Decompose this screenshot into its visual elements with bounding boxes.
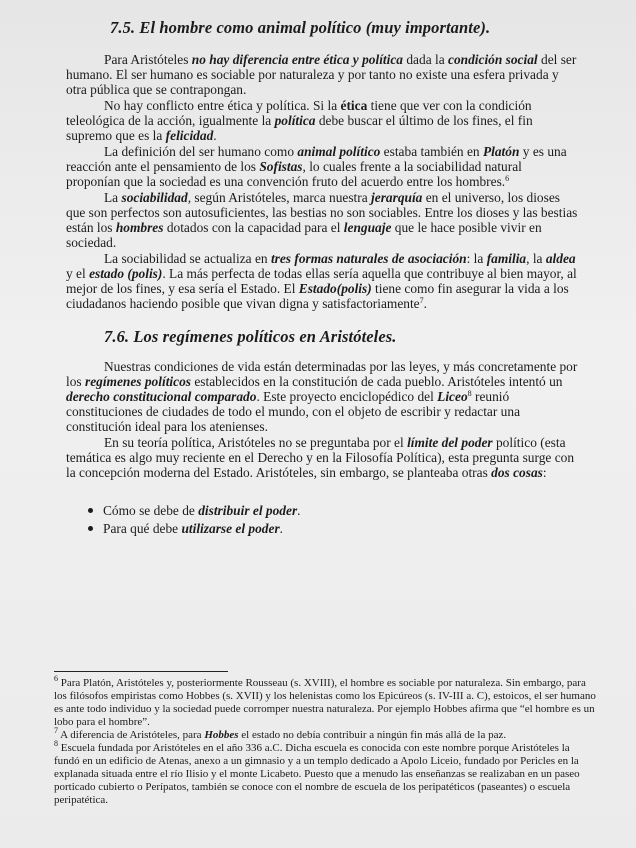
paragraph-etica-politica: Para Aristóteles no hay diferencia entre ética y política dada la condición social del ser humano. El ser humano es sociable por naturaleza y por tanto no existe una esfera privada y otra pública que se contrapongan.	[66, 52, 577, 97]
paragraph-teoria-politica: En su teoría política, Aristóteles no se preguntaba por el límite del poder político (esta temática es algo muy reciente en el Derecho y en la Filosofía Política), esta pregunta surge con la concepción moderna del Estado. Aristóteles, sin embargo, se planteaba otras dos cosas:	[66, 435, 575, 480]
bullet-icon	[88, 508, 93, 513]
list-item: Para qué debe utilizarse el poder.	[88, 520, 578, 538]
list-item: Cómo se debe de distribuir el poder.	[88, 502, 578, 520]
footnotes	[54, 671, 596, 807]
paragraph-no-conflicto: No hay conflicto entre ética y política. Si la ética tiene que ver con la condición teleológica de la acción, igualmente la política debe buscar el último de los fines, el fin supremo que es la felicidad.	[66, 98, 533, 143]
footnote-8: $^8$ Escuela fundada por Aristóteles en el año 336 a.C. Dicha escuela es conocida con este nombre porque Aristóteles la fundó en un edificio de Atenas, anexo a un gimnasio y a un templo dedicado a Apolo Liceio, fundado por Pericles en la explanada situada entre el río Ilisio y el monte Licabeto. Puesto que a menudo las enseñanzas se realizaban en un paseo porticado cubierto o Perípatos, también se conoce con el nombre de escuela de los peripatéticos (paseantes) o escuela peripatética.	[54, 739, 580, 806]
bullet-list	[66, 502, 578, 538]
footnote-7: $^7$ A diferencia de Aristóteles, para Hobbes el estado no debía contribuir a ningún fin más allá de la paz.	[54, 726, 507, 741]
footnote-ref-7: 7	[419, 296, 424, 305]
section-title-7-5: 7.5. El hombre como animal político (muy importante).	[110, 18, 491, 37]
footnote-ref-6: 6	[505, 174, 510, 183]
paragraph-animal-politico: La definición del ser humano como animal político estaba también en Platón y es una reacción ante el pensamiento de los Sofistas, lo cuales frente a la sociabilidad natural proponían que la sociedad es una convención fruto del acuerdo entre los hombres.$^6$	[66, 144, 567, 189]
paragraph-sociabilidad: La sociabilidad, según Aristóteles, marca nuestra jerarquía en el universo, los dioses que son perfectos son autosuficientes, las bestias no son sociables. Entre los dioses y las bestias están los hombres dotados con la capacidad para el lenguaje que le hace posible vivir en sociedad.	[66, 190, 578, 250]
bullet-icon	[88, 526, 93, 531]
footnote-ref-8: 8	[467, 389, 472, 398]
footnote-divider	[54, 671, 228, 672]
paragraph-formas-asociacion: La sociabilidad se actualiza en tres formas naturales de asociación: la familia, la aldea y el estado (polis). La más perfecta de todas ellas sería aquella que contribuye al bien mayor, al mejor de los fines, y esa sería el Estado. El Estado(polis) tiene como fin asegurar la vida a los ciudadanos haciendo posible que vivan digna y satisfactoriamente$^7$.	[66, 251, 577, 311]
section-title-7-6: 7.6. Los regímenes políticos en Aristóteles.	[104, 327, 397, 346]
paragraph-condiciones-vida: Nuestras condiciones de vida están determinadas por las leyes, y más concretamente por los regímenes políticos establecidos en la constitución de cada pueblo. Aristóteles intentó un derecho constitucional comparado. Este proyecto enciclopédico del Liceo$^8$ reunió constituciones de ciudades de todo el mundo, con el objeto de escribir y redactar una constitución ideal para los atenienses.	[66, 359, 578, 434]
footnote-6: $^6$ Para Platón, Aristóteles y, posteriormente Rousseau (s. XVIII), el hombre es sociable por naturaleza. Sin embargo, para los filósofos empiristas como Hobbes (s. XVII) y los helenistas como los Epicúreos (s. IV-III a. C), estoicos, el ser humano es ante todo individuo y la sociedad puede corromper nuestra naturaleza. Por ejemplo Hobbes afirma que “el hombre es un lobo para el hombre”.	[54, 674, 596, 728]
